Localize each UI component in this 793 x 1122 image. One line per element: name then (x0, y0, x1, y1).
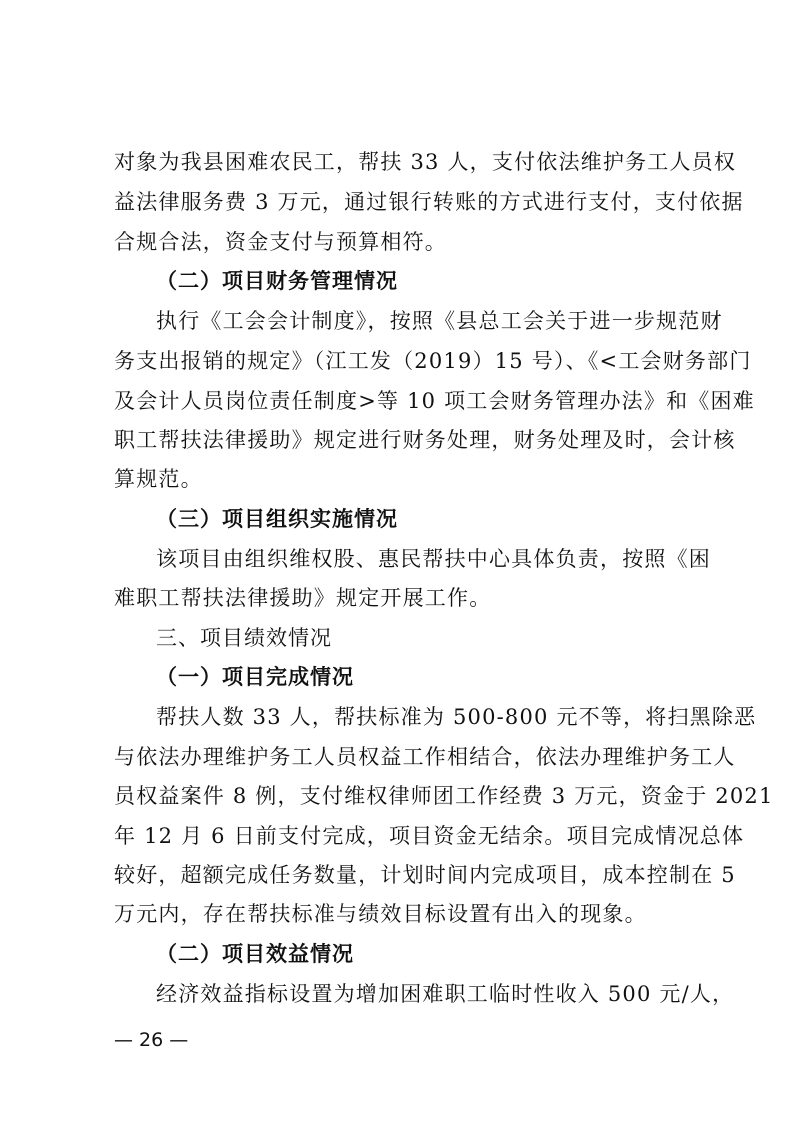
body-text-line: 务支出报销的规定》（江工发（2019）15 号）、《<工会财务部门 (114, 349, 752, 373)
body-text-line: 该项目由组织维权股、惠民帮扶中心具体负责，按照《困 (156, 547, 711, 571)
section-heading: （三）项目组织实施情况 (156, 507, 398, 531)
body-text-line: 年 12 月 6 日前支付完成，项目资金无结余。项目完成情况总体 (114, 824, 745, 848)
body-text-line: 算规范。 (114, 467, 203, 491)
body-text-line: 对象为我县困难农民工，帮扶 33 人，支付依法维护务工人员权 (114, 150, 737, 174)
body-text-line: 益法律服务费 3 万元，通过银行转账的方式进行支付，支付依据 (114, 190, 744, 214)
body-text-line: 较好，超额完成任务数量，计划时间内完成项目，成本控制在 5 (114, 863, 736, 887)
body-text-line: 与依法办理维护务工人员权益工作相结合，依法办理维护务工人 (114, 745, 736, 769)
body-text-line: 合规合法，资金支付与预算相符。 (114, 230, 447, 254)
body-text-line: 职工帮扶法律援助》规定进行财务处理，财务处理及时，会计核 (114, 428, 736, 452)
section-heading: （二）项目效益情况 (156, 942, 354, 966)
page-number: — 26 — (114, 1029, 189, 1051)
body-text-line: 员权益案件 8 例，支付维权律师团工作经费 3 万元，资金于 2021 (114, 784, 774, 808)
body-text-line: 万元内，存在帮扶标准与绩效目标设置有出入的现象。 (114, 902, 647, 926)
body-text-line: 经济效益指标设置为增加困难职工临时性收入 500 元/人， (156, 982, 735, 1006)
section-heading: （二）项目财务管理情况 (156, 269, 398, 293)
body-text-line: 难职工帮扶法律援助》规定开展工作。 (114, 586, 492, 610)
body-text-line: 及会计人员岗位责任制度>等 10 项工会财务管理办法》和《困难 (114, 389, 755, 413)
body-text-line: 执行《工会会计制度》，按照《县总工会关于进一步规范财 (156, 309, 723, 333)
section-heading: （一）项目完成情况 (156, 665, 354, 689)
major-section-heading: 三、项目绩效情况 (156, 626, 332, 650)
body-text-line: 帮扶人数 33 人，帮扶标准为 500-800 元不等，将扫黑除恶 (156, 705, 757, 729)
